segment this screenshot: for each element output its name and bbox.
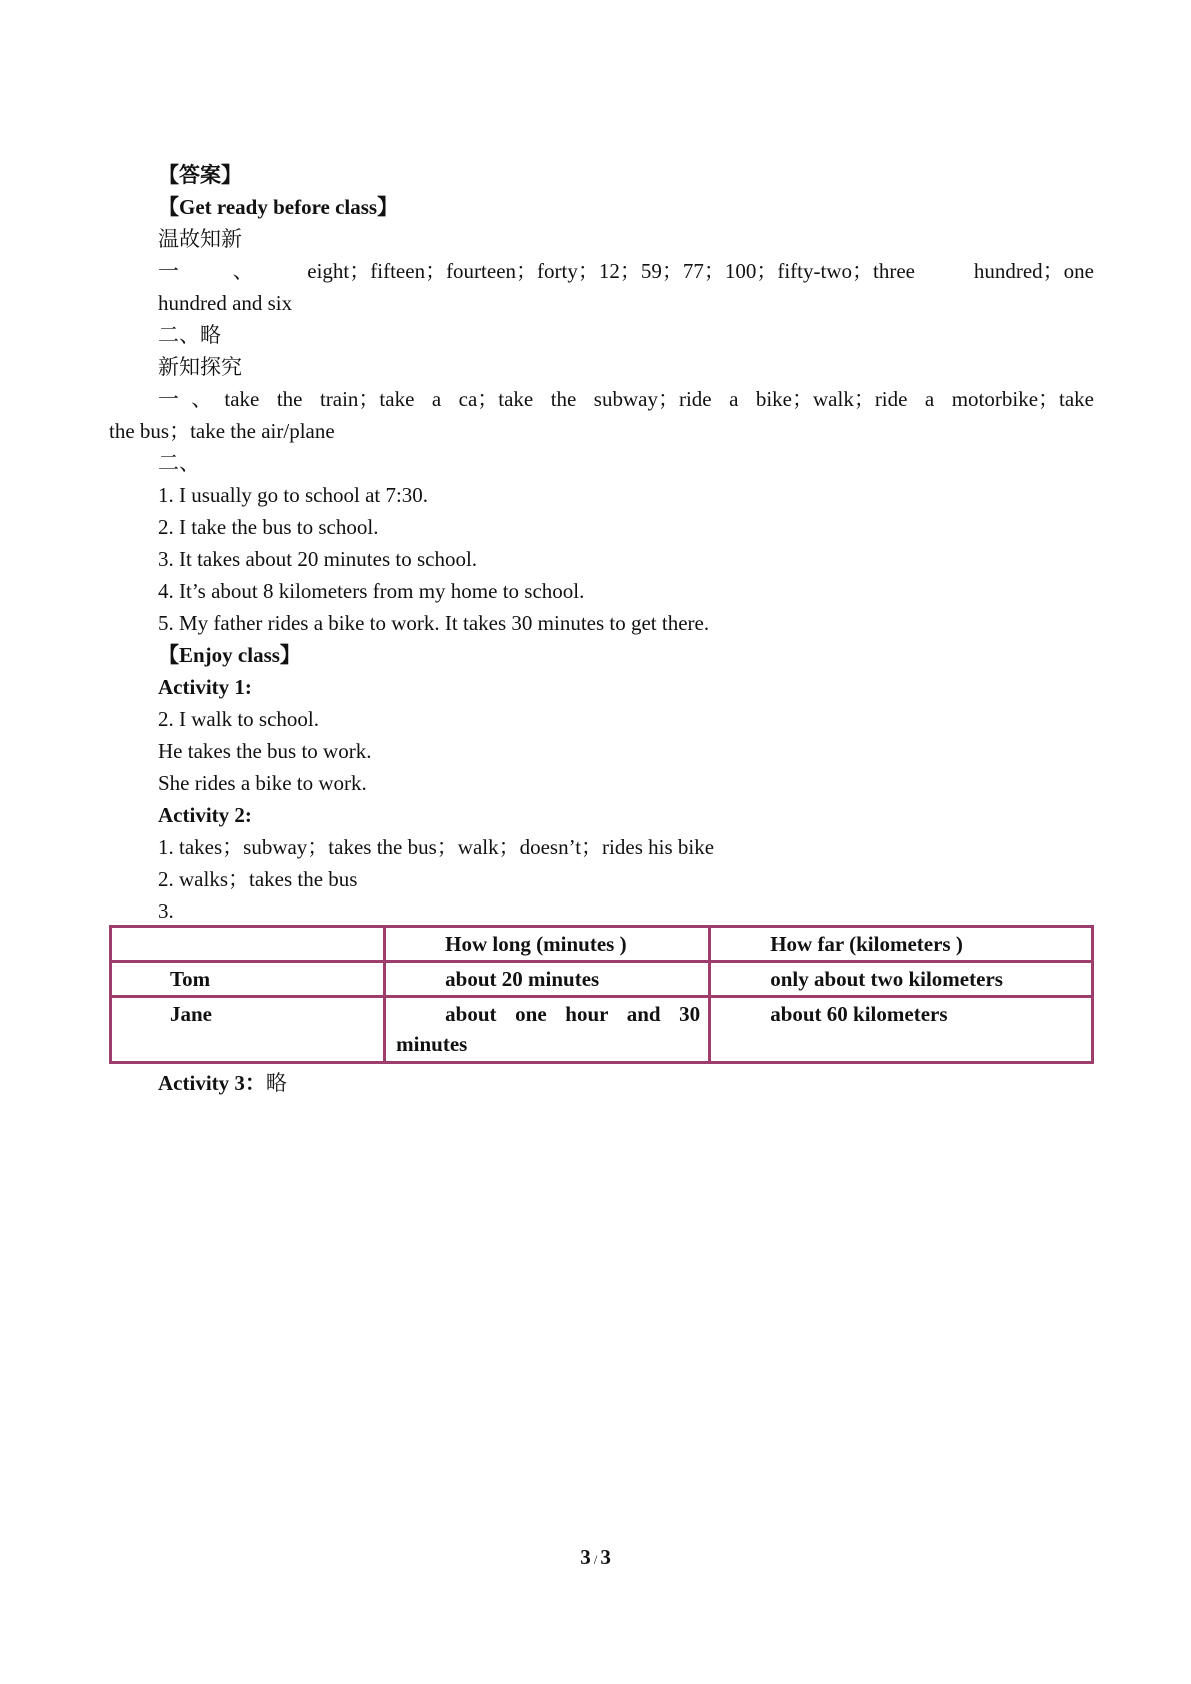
sentence-5: 5. My father rides a bike to work. It takes 30 minutes to get there. — [158, 611, 710, 635]
review-item-1-cont: hundred and six — [158, 291, 293, 315]
page-number — [0, 1545, 1191, 1570]
table-cell-distance: about 60 kilometers — [710, 997, 1093, 1063]
table-row — [111, 962, 1093, 997]
table-cell-name: Tom — [111, 962, 385, 997]
activity-2-label: Activity 2: — [158, 803, 252, 827]
enjoy-class-heading: 【Enjoy class】 — [158, 643, 301, 667]
page-separator: / — [593, 1552, 598, 1567]
sentence-2: 2. I take the bus to school. — [158, 515, 379, 539]
total-pages: 3 — [600, 1545, 611, 1569]
table-header-cell: How long (minutes ) — [385, 927, 710, 962]
current-page: 3 — [580, 1545, 591, 1569]
activity-1-line-1: 2. I walk to school. — [158, 707, 319, 731]
sentence-4: 4. It’s about 8 kilometers from my home to school. — [158, 579, 585, 603]
activity-1-line-3: She rides a bike to work. — [158, 771, 367, 795]
table-cell-name: Jane — [111, 997, 385, 1063]
activity-2-line-3: 3. — [158, 899, 174, 923]
review-item-1: 一、eight；fifteen；fourteen；forty；12；59；77；100；fifty-two；three hundred；one — [158, 259, 1094, 283]
activity-3 — [158, 1068, 287, 1098]
table-cell-time: about one hour and 30 minutes — [385, 997, 710, 1063]
review-item-2: 二、略 — [158, 323, 221, 347]
table-cell-time: about 20 minutes — [385, 962, 710, 997]
activity-3-label: Activity 3： — [158, 1071, 266, 1095]
sentence-3: 3. It takes about 20 minutes to school. — [158, 547, 478, 571]
activity-3-value: 略 — [265, 1071, 287, 1095]
table-header-cell: How far (kilometers ) — [710, 927, 1093, 962]
activity-1-label: Activity 1: — [158, 675, 252, 699]
new-knowledge-item-1-cont: the bus；take the air/plane — [109, 419, 335, 443]
answer-heading: 【答案】 — [158, 163, 242, 187]
get-ready-heading: 【Get ready before class】 — [158, 195, 399, 219]
sentence-1: 1. I usually go to school at 7:30. — [158, 483, 429, 507]
activity-2-line-1: 1. takes；subway；takes the bus；walk；doesn’t；rides his bike — [158, 835, 715, 859]
new-knowledge-title: 新知探究 — [158, 355, 242, 379]
answer-table — [109, 925, 1094, 1064]
table-cell-distance: only about two kilometers — [710, 962, 1093, 997]
activity-1-line-2: He takes the bus to work. — [158, 739, 372, 763]
review-title: 温故知新 — [158, 227, 242, 251]
new-knowledge-item-1: 一、take the train；take a ca；take the subway；ride a bike；walk；ride a motorbike；take — [158, 387, 1094, 411]
table-row — [111, 997, 1093, 1063]
new-knowledge-item-2-label: 二、 — [158, 451, 200, 475]
activity-2-line-2: 2. walks；takes the bus — [158, 867, 358, 891]
table-header-cell — [111, 927, 385, 962]
table-header-row — [111, 927, 1093, 962]
